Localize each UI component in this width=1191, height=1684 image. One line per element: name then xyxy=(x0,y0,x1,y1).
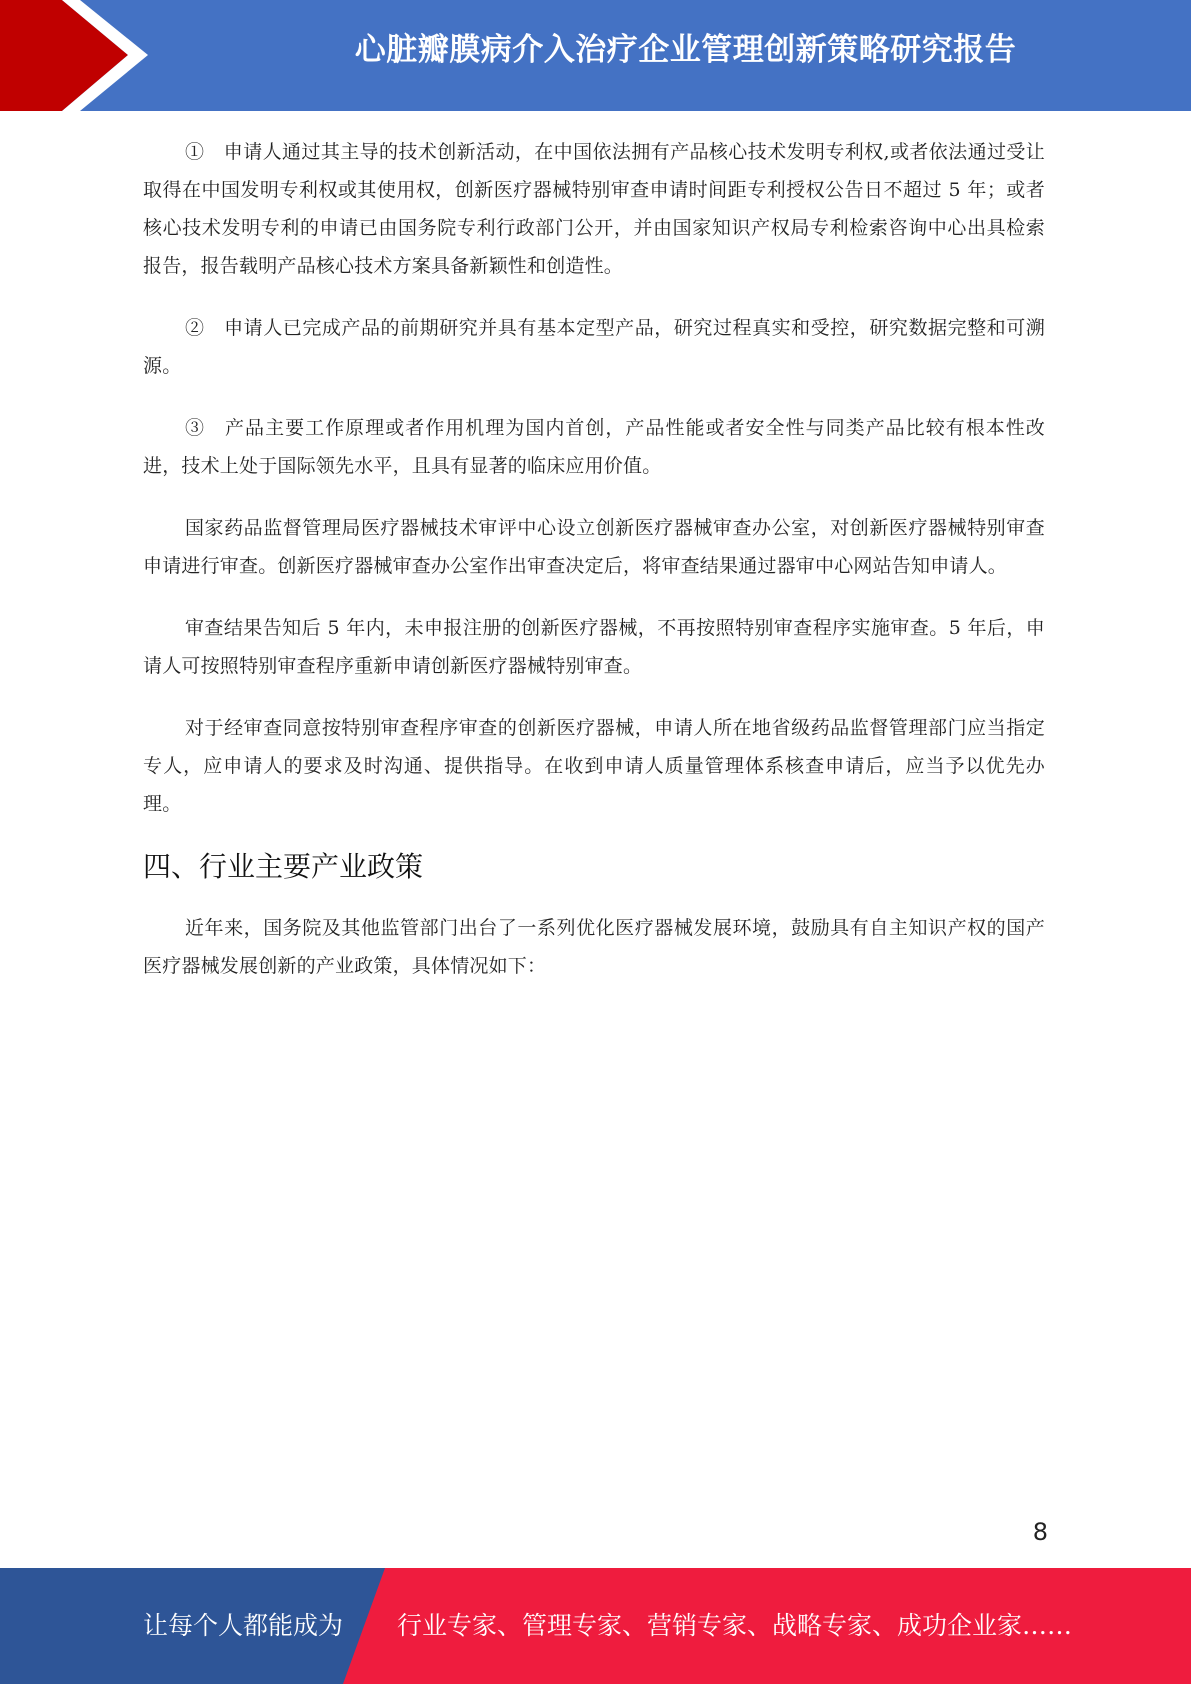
page-number: 8 xyxy=(1032,1518,1048,1546)
paragraph-review-validity: 审查结果告知后 5 年内，未申报注册的创新医疗器械，不再按照特别审查程序实施审查。5 年后，申请人可按照特别审查程序重新申请创新医疗器械特别审查。 xyxy=(143,617,1045,677)
footer-slogan-left: 让每个人都能成为 xyxy=(143,1611,344,1640)
page-footer xyxy=(0,1568,1191,1684)
report-title: 心脏瓣膜病介入治疗企业管理创新策略研究报告 xyxy=(354,32,1017,68)
section-heading: 四、行业主要产业政策 xyxy=(143,850,424,883)
main-content xyxy=(143,133,1045,1009)
page-header xyxy=(0,0,1191,111)
paragraph-provincial-guidance: 对于经审查同意按特别审查程序审查的创新医疗器械，申请人所在地省级药品监督管理部门应当指定专人，应申请人的要求及时沟通、提供指导。在收到申请人质量管理体系核查申请后，应当予以优先办理。 xyxy=(143,717,1045,815)
paragraph-criterion-3: ③ 产品主要工作原理或者作用机理为国内首创，产品性能或者安全性与同类产品比较有根本性改进，技术上处于国际领先水平，且具有显著的临床应用价值。 xyxy=(143,417,1045,477)
footer-slogan-right: 行业专家、管理专家、营销专家、战略专家、成功企业家…… xyxy=(397,1611,1073,1640)
paragraph-review-office: 国家药品监督管理局医疗器械技术审评中心设立创新医疗器械审查办公室，对创新医疗器械特别审查申请进行审查。创新医疗器械审查办公室作出审查决定后，将审查结果通过器审中心网站告知申请人。 xyxy=(143,517,1045,577)
paragraph-industry-policy: 近年来，国务院及其他监管部门出台了一系列优化医疗器械发展环境，鼓励具有自主知识产权的国产医疗器械发展创新的产业政策，具体情况如下： xyxy=(143,917,1045,977)
paragraph-criterion-1: ① 申请人通过其主导的技术创新活动，在中国依法拥有产品核心技术发明专利权,或者依法通过受让取得在中国发明专利权或其使用权，创新医疗器械特别审查申请时间距专利授权公告日不超过 5 年；或者核心技术发明专利的申请已由国务院专利行政部门公开，并由国家知识产权局专利检索咨询中心出具检索报告，报告载明产品核心技术方案具备新颖性和创造性。 xyxy=(143,141,1045,277)
paragraph-criterion-2: ② 申请人已完成产品的前期研究并具有基本定型产品，研究过程真实和受控，研究数据完整和可溯源。 xyxy=(143,317,1045,377)
